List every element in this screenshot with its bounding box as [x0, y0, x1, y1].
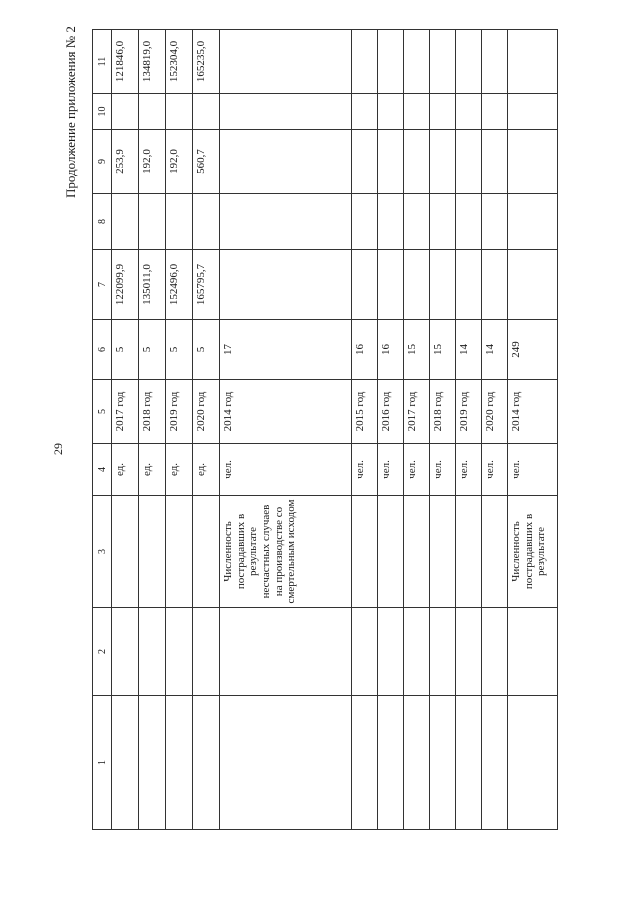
cell-c11	[220, 30, 352, 94]
cell-year: 2015 год	[352, 380, 378, 444]
cell-unit: чел.	[456, 444, 482, 496]
cell-c9	[430, 130, 456, 194]
cell-total	[508, 250, 558, 320]
cell-c1	[430, 696, 456, 830]
cell-c10	[378, 94, 404, 130]
cell-c11	[430, 30, 456, 94]
cell-unit: чел.	[430, 444, 456, 496]
cell-c2	[482, 608, 508, 696]
cell-c10	[220, 94, 352, 130]
cell-unit: ед.	[166, 444, 193, 496]
cell-c11	[508, 30, 558, 94]
table-row	[352, 30, 378, 830]
table-row	[139, 30, 166, 830]
cell-c3	[482, 496, 508, 608]
cell-total: 135011,0	[139, 250, 166, 320]
column-number: 2	[93, 608, 112, 696]
cell-c9	[378, 130, 404, 194]
cell-c11: 121846,0	[112, 30, 139, 94]
cell-c8	[430, 194, 456, 250]
cell-c9	[456, 130, 482, 194]
column-number: 9	[93, 130, 112, 194]
table-row	[112, 30, 139, 830]
cell-c2	[456, 608, 482, 696]
cell-year: 2016 год	[378, 380, 404, 444]
cell-c2	[378, 608, 404, 696]
table-row	[220, 30, 352, 830]
table-row	[456, 30, 482, 830]
column-number: 3	[93, 496, 112, 608]
column-number: 11	[93, 30, 112, 94]
cell-c9: 253,9	[112, 130, 139, 194]
cell-c9	[352, 130, 378, 194]
cell-value: 16	[352, 320, 378, 380]
cell-c3	[430, 496, 456, 608]
appendix-caption: Продолжение приложения № 2	[63, 26, 78, 198]
cell-indicator: Численность пострадавших в результате несчастных случаев на производстве со смертельным исходом	[220, 496, 352, 608]
column-number: 8	[93, 194, 112, 250]
column-number-row	[93, 30, 112, 830]
table-row	[193, 30, 220, 830]
cell-c1	[112, 696, 139, 830]
cell-c8	[404, 194, 430, 250]
cell-c1	[508, 696, 558, 830]
cell-c10	[404, 94, 430, 130]
cell-unit: ед.	[112, 444, 139, 496]
cell-unit: ед.	[193, 444, 220, 496]
cell-year: 2018 год	[139, 380, 166, 444]
table-row	[482, 30, 508, 830]
cell-c8	[352, 194, 378, 250]
cell-c2	[430, 608, 456, 696]
cell-year: 2019 год	[456, 380, 482, 444]
cell-value: 5	[112, 320, 139, 380]
column-number: 10	[93, 94, 112, 130]
cell-total: 152496,0	[166, 250, 193, 320]
cell-c8	[139, 194, 166, 250]
cell-year: 2014 год	[220, 380, 352, 444]
cell-value: 14	[482, 320, 508, 380]
cell-unit: чел.	[352, 444, 378, 496]
cell-unit: ед.	[139, 444, 166, 496]
cell-c2	[352, 608, 378, 696]
cell-unit: чел.	[508, 444, 558, 496]
cell-c9: 560,7	[193, 130, 220, 194]
cell-c8	[166, 194, 193, 250]
cell-c2	[508, 608, 558, 696]
cell-c2	[193, 608, 220, 696]
cell-total	[378, 250, 404, 320]
cell-c8	[378, 194, 404, 250]
cell-c1	[456, 696, 482, 830]
cell-c3	[352, 496, 378, 608]
cell-c11: 152304,0	[166, 30, 193, 94]
cell-total	[220, 250, 352, 320]
cell-total: 122099,9	[112, 250, 139, 320]
cell-value: 15	[430, 320, 456, 380]
column-number: 1	[93, 696, 112, 830]
table-row	[508, 30, 558, 830]
cell-year: 2014 год	[508, 380, 558, 444]
cell-c1	[378, 696, 404, 830]
cell-c2	[220, 608, 352, 696]
cell-c8	[193, 194, 220, 250]
cell-indicator: Численность пострадавших в результате	[508, 496, 558, 608]
cell-c10	[456, 94, 482, 130]
cell-c10	[482, 94, 508, 130]
cell-year: 2019 год	[166, 380, 193, 444]
cell-c9	[404, 130, 430, 194]
cell-value: 16	[378, 320, 404, 380]
column-number: 7	[93, 250, 112, 320]
page-number: 29	[51, 443, 65, 455]
cell-c3	[456, 496, 482, 608]
cell-value: 14	[456, 320, 482, 380]
cell-c2	[404, 608, 430, 696]
cell-total	[352, 250, 378, 320]
cell-total: 165795,7	[193, 250, 220, 320]
cell-c3	[378, 496, 404, 608]
cell-c9: 192,0	[139, 130, 166, 194]
cell-c8	[508, 194, 558, 250]
cell-c8	[456, 194, 482, 250]
cell-unit: чел.	[378, 444, 404, 496]
cell-c1	[220, 696, 352, 830]
cell-c10	[139, 94, 166, 130]
cell-c1	[352, 696, 378, 830]
rotated-table-wrapper	[92, 30, 558, 830]
cell-c11: 134819,0	[139, 30, 166, 94]
column-number: 6	[93, 320, 112, 380]
cell-c3	[139, 496, 166, 608]
cell-unit: чел.	[482, 444, 508, 496]
table-row	[430, 30, 456, 830]
column-number: 4	[93, 444, 112, 496]
cell-c10	[193, 94, 220, 130]
cell-c9	[482, 130, 508, 194]
cell-value: 15	[404, 320, 430, 380]
cell-total	[456, 250, 482, 320]
cell-c9	[220, 130, 352, 194]
cell-c1	[139, 696, 166, 830]
cell-c8	[482, 194, 508, 250]
cell-c3	[404, 496, 430, 608]
column-number: 5	[93, 380, 112, 444]
table-row	[166, 30, 193, 830]
cell-c10	[166, 94, 193, 130]
cell-c1	[404, 696, 430, 830]
cell-c10	[430, 94, 456, 130]
cell-year: 2018 год	[430, 380, 456, 444]
cell-total	[430, 250, 456, 320]
cell-value: 5	[139, 320, 166, 380]
table-row	[404, 30, 430, 830]
cell-year: 2017 год	[112, 380, 139, 444]
cell-c11	[404, 30, 430, 94]
cell-unit: чел.	[404, 444, 430, 496]
cell-c10	[112, 94, 139, 130]
cell-c10	[352, 94, 378, 130]
cell-value: 249	[508, 320, 558, 380]
appendix-table	[92, 29, 558, 830]
cell-c10	[508, 94, 558, 130]
cell-c8	[220, 194, 352, 250]
cell-value: 5	[166, 320, 193, 380]
cell-value: 5	[193, 320, 220, 380]
cell-c11: 165235,0	[193, 30, 220, 94]
cell-c11	[482, 30, 508, 94]
table-row	[378, 30, 404, 830]
cell-year: 2020 год	[193, 380, 220, 444]
cell-c11	[352, 30, 378, 94]
cell-value: 17	[220, 320, 352, 380]
cell-c8	[112, 194, 139, 250]
cell-c3	[166, 496, 193, 608]
cell-total	[404, 250, 430, 320]
cell-c9: 192,0	[166, 130, 193, 194]
cell-total	[482, 250, 508, 320]
cell-c2	[166, 608, 193, 696]
cell-c2	[112, 608, 139, 696]
cell-c2	[139, 608, 166, 696]
cell-unit: чел.	[220, 444, 352, 496]
cell-c3	[193, 496, 220, 608]
cell-c9	[508, 130, 558, 194]
cell-year: 2020 год	[482, 380, 508, 444]
cell-c11	[456, 30, 482, 94]
cell-c1	[193, 696, 220, 830]
cell-c11	[378, 30, 404, 94]
cell-c1	[166, 696, 193, 830]
cell-c1	[482, 696, 508, 830]
cell-c3	[112, 496, 139, 608]
cell-year: 2017 год	[404, 380, 430, 444]
